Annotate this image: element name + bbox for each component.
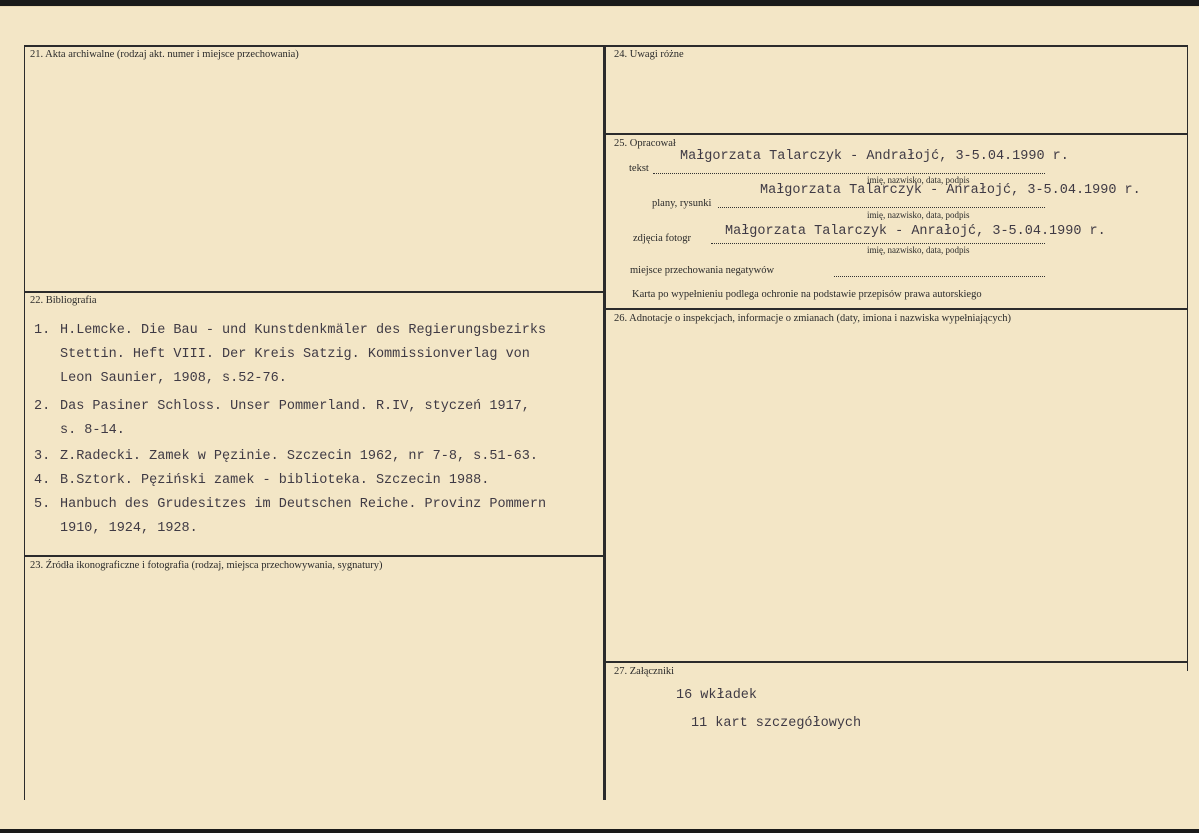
bibliography-item-2: 2. Das Pasiner Schloss. Unser Pommerland. R.IV, styczeń 1917, s. 8-14. <box>34 399 530 438</box>
left-divider-21-22 <box>24 291 605 293</box>
frame-top-border <box>24 45 1188 47</box>
right-divider-24-25 <box>605 133 1188 135</box>
plany-author-value: Małgorzata Talarczyk - Anrałojć, 3-5.04.1990 r. <box>760 183 1141 198</box>
tekst-caption: imię, nazwisko, data, podpis <box>867 175 970 185</box>
tekst-label: tekst <box>629 163 649 174</box>
section-22-label: 22. Bibliografia <box>30 295 97 306</box>
section-25-label: 25. Opracował <box>614 138 676 149</box>
tekst-dotted-line <box>653 173 1045 174</box>
right-divider-25-26 <box>605 308 1188 310</box>
zdjecia-label: zdjęcia fotogr <box>633 233 692 244</box>
frame-right-border <box>1187 45 1188 671</box>
zdjecia-caption: imię, nazwisko, data, podpis <box>867 245 970 255</box>
center-divider <box>603 45 606 800</box>
plany-label: plany, rysunki <box>652 198 712 209</box>
plany-dotted-line <box>718 207 1045 208</box>
negatywy-label: miejsce przechowania negatywów <box>630 265 775 276</box>
zdjecia-author-value: Małgorzata Talarczyk - Anrałojć, 3-5.04.1990 r. <box>725 224 1106 239</box>
section-26-label: 26. Adnotacje o inspekcjach, informacje o zmianach (daty, imiona i nazwiska wypełniających) <box>614 313 1012 324</box>
right-divider-26-27 <box>605 661 1188 663</box>
plany-caption: imię, nazwisko, data, podpis <box>867 210 970 220</box>
attachments-inserts: 16 wkładek <box>676 688 758 703</box>
frame-left-border <box>24 45 25 800</box>
zdjecia-dotted-line <box>711 243 1045 244</box>
section-23-label: 23. Źródła ikonograficzne i fotografia (rodzaj, miejsca przechowywania, sygnatury) <box>30 560 383 571</box>
karta-copyright-note: Karta po wypełnieniu podlega ochronie na podstawie przepisów prawa autorskiego <box>632 289 982 300</box>
bibliography-item-5: 5. Hanbuch des Grudesitzes im Deutschen Reiche. Provinz Pommern 1910, 1924, 1928. <box>34 497 547 536</box>
section-24-label: 24. Uwagi różne <box>614 49 684 60</box>
tekst-author-value: Małgorzata Talarczyk - Andrałojć, 3-5.04.1990 r. <box>680 149 1069 164</box>
section-21-label: 21. Akta archiwalne (rodzaj akt. numer i miejsce przechowania) <box>30 49 299 60</box>
bibliography-item-4: 4. B.Sztork. Pęziński zamek - biblioteka. Szczecin 1988. <box>34 473 490 488</box>
attachments-detail-cards: 11 kart szczegółowych <box>691 716 862 731</box>
section-27-label: 27. Załączniki <box>614 666 675 677</box>
bibliography-item-1: 1. H.Lemcke. Die Bau - und Kunstdenkmäler des Regierungsbezirks Stettin. Heft VIII. Der Kreis Satzig. Kommissionverlag von Leon Saunier, 1908, s.52-76. <box>34 323 547 386</box>
record-card <box>0 6 1199 829</box>
negatywy-dotted-line <box>834 276 1045 277</box>
left-divider-22-23 <box>24 555 605 557</box>
bibliography-item-3: 3. Z.Radecki. Zamek w Pęzinie. Szczecin 1962, nr 7-8, s.51-63. <box>34 449 538 464</box>
